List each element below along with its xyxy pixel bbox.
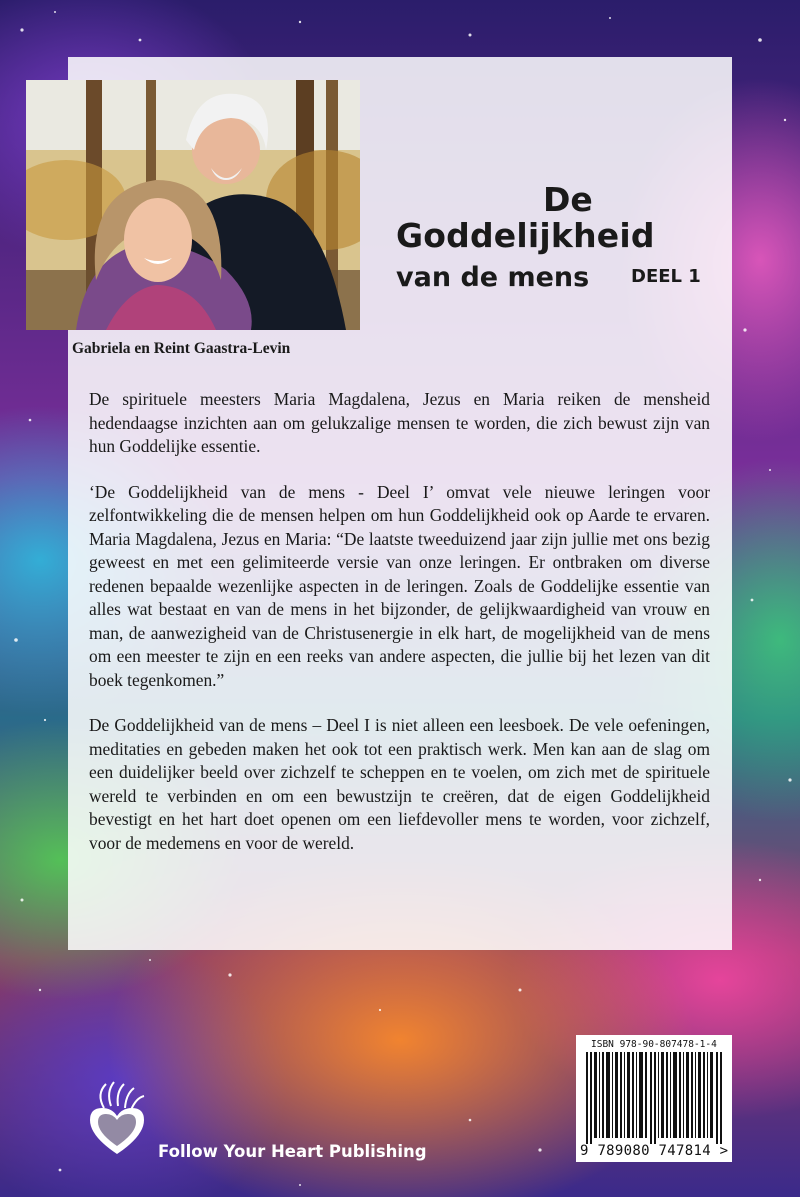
author-photo <box>26 80 360 330</box>
barcode-box <box>576 1035 732 1162</box>
blurb-paragraph-1: De spirituele meesters Maria Magdalena, Jezus en Maria reiken de mensheid hedendaagse inzichten aan om gelukzalige mensen te worden, die zich bewust zijn van hun Goddelijke essentie. <box>89 389 710 456</box>
photo-caption: Gabriela en Reint Gaastra-Levin <box>72 340 291 357</box>
blurb <box>89 388 710 877</box>
publisher-name: Follow Your Heart Publishing <box>158 1142 427 1161</box>
barcode-icon <box>586 1052 722 1144</box>
barcode-digits: 9 789080 747814 > <box>580 1143 729 1159</box>
title-line-1: De <box>543 180 593 219</box>
blurb-paragraph-3: De Goddelijkheid van de mens – Deel I is niet alleen een leesboek. De vele oefeningen, meditaties en gebeden maken het ook tot een praktisch werk. Men kan aan de slag om een duidelijker beeld over zichzelf te scheppen en te voelen, om zich met de spirituele wereld te verbinden en om een bewustzijn te creëren, dat de eigen Goddelijkheid bevestigt en het hart doet openen om een liefdevoller mens te worden, voor zichzelf, voor de medemens en voor de wereld. <box>89 715 710 853</box>
heart-logo-icon <box>86 1080 148 1160</box>
isbn-label: ISBN 978-90-807478-1-4 <box>591 1039 717 1050</box>
blurb-paragraph-2: ‘De Goddelijkheid van de mens - Deel I’ omvat vele nieuwe leringen voor zelfontwikkeling die de mensen helpen om hun Goddelijkheid ook op Aarde te ervaren. Maria Magdalena, Jezus en Maria: “De laatste tweeduizend jaar zijn jullie met ons bezig geweest en met een gelimiteerde versie van onze leringen. Er ontbraken om diverse redenen bepaalde wezenlijke aspecten in de leringen. Zoals de Goddelijke essentie van alles wat bestaat en van de mens in het bijzonder, de gelijkwaardigheid van vrouw en man, de aanwezigheid van de Christusenergie in elk hart, de mogelijkheid van de mens om een meester te zijn en een reeks van andere aspecten, die jullie bij het lezen van dit boek tegenkomen.” <box>89 481 710 690</box>
volume-label: DEEL 1 <box>631 266 701 287</box>
title-line-2: Goddelijkheid <box>396 216 655 255</box>
title-line-3: van de mens <box>396 262 590 293</box>
